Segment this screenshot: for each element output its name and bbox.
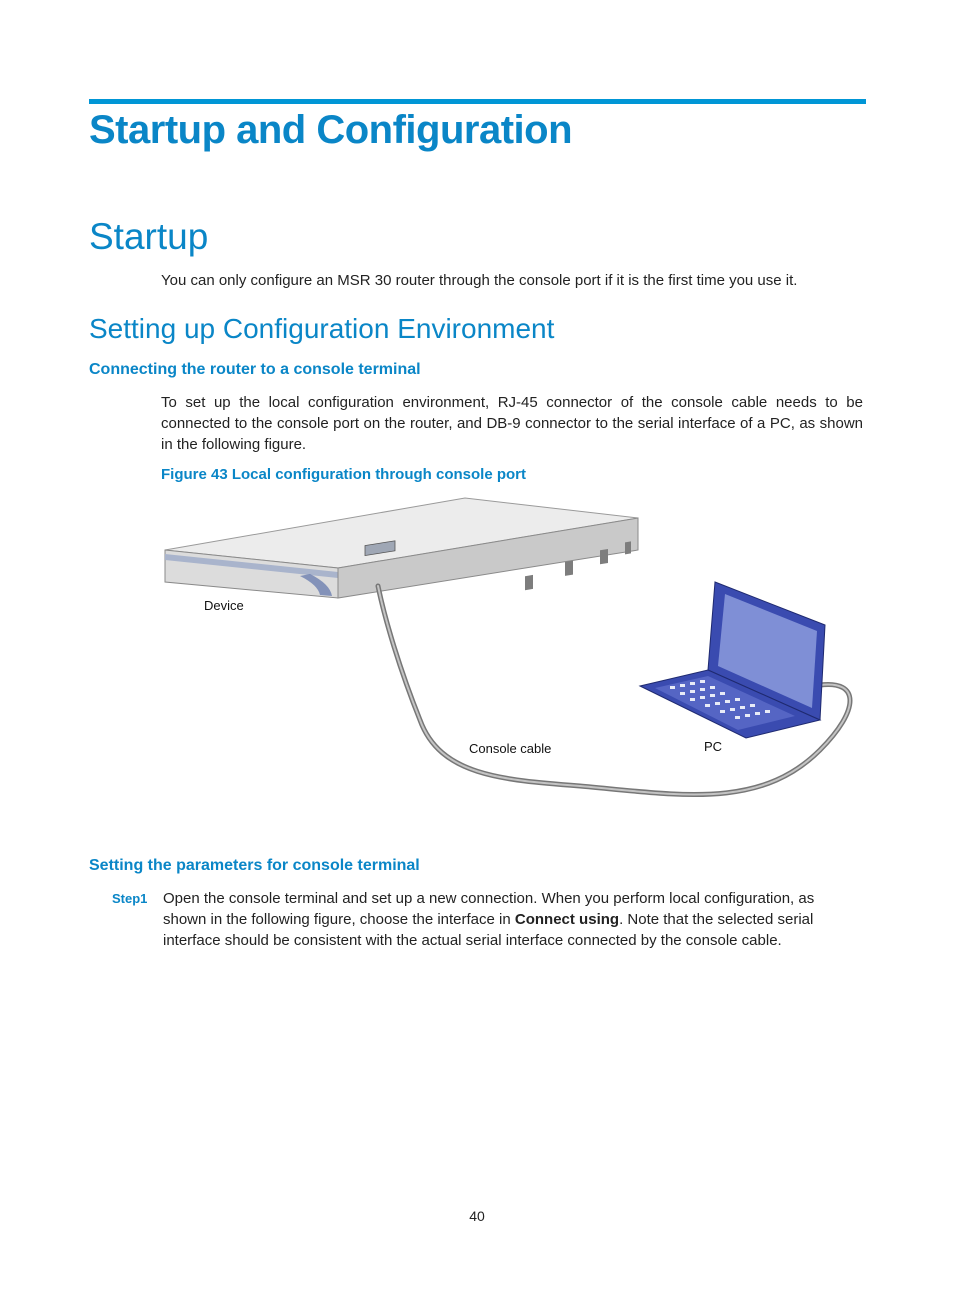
step-text-after: . Note that the selected serial interface should be consistent with the actual serial interface connected by the console cable.	[163, 911, 814, 949]
step-paragraph	[163, 888, 858, 951]
connect-using-bold: Connect using	[514, 911, 620, 928]
device-label: Device	[204, 598, 244, 613]
console-connection-diagram	[160, 490, 860, 820]
chapter-title: Startup and Configuration	[89, 108, 573, 152]
parameters-heading: Setting the parameters for console terminal	[89, 857, 420, 874]
connecting-heading: Connecting the router to a console terminal	[89, 361, 421, 378]
step-text-before: Open the console terminal and set up a new connection. When you perform local configuration, as shown in the following figure, choose the interface in	[163, 890, 815, 928]
header-rule	[89, 99, 866, 104]
step-label: Step1	[112, 891, 148, 906]
connecting-paragraph: To set up the local configuration environment, RJ-45 connector of the console cable needs to be connected to the console port on the router, and DB-9 connector to the serial interface of a PC, as shown in the following figure.	[161, 394, 863, 453]
intro-paragraph: You can only configure an MSR 30 router through the console port if it is the first time you use it.	[161, 272, 798, 289]
subsection-title: Setting up Configuration Environment	[89, 313, 555, 344]
section-title: Startup	[89, 216, 209, 257]
pc-label: PC	[704, 739, 723, 754]
console-cable-label: Console cable	[469, 741, 552, 756]
figure-caption: Figure 43 Local configuration through console port	[161, 466, 527, 483]
page-number: 40	[469, 1208, 485, 1224]
